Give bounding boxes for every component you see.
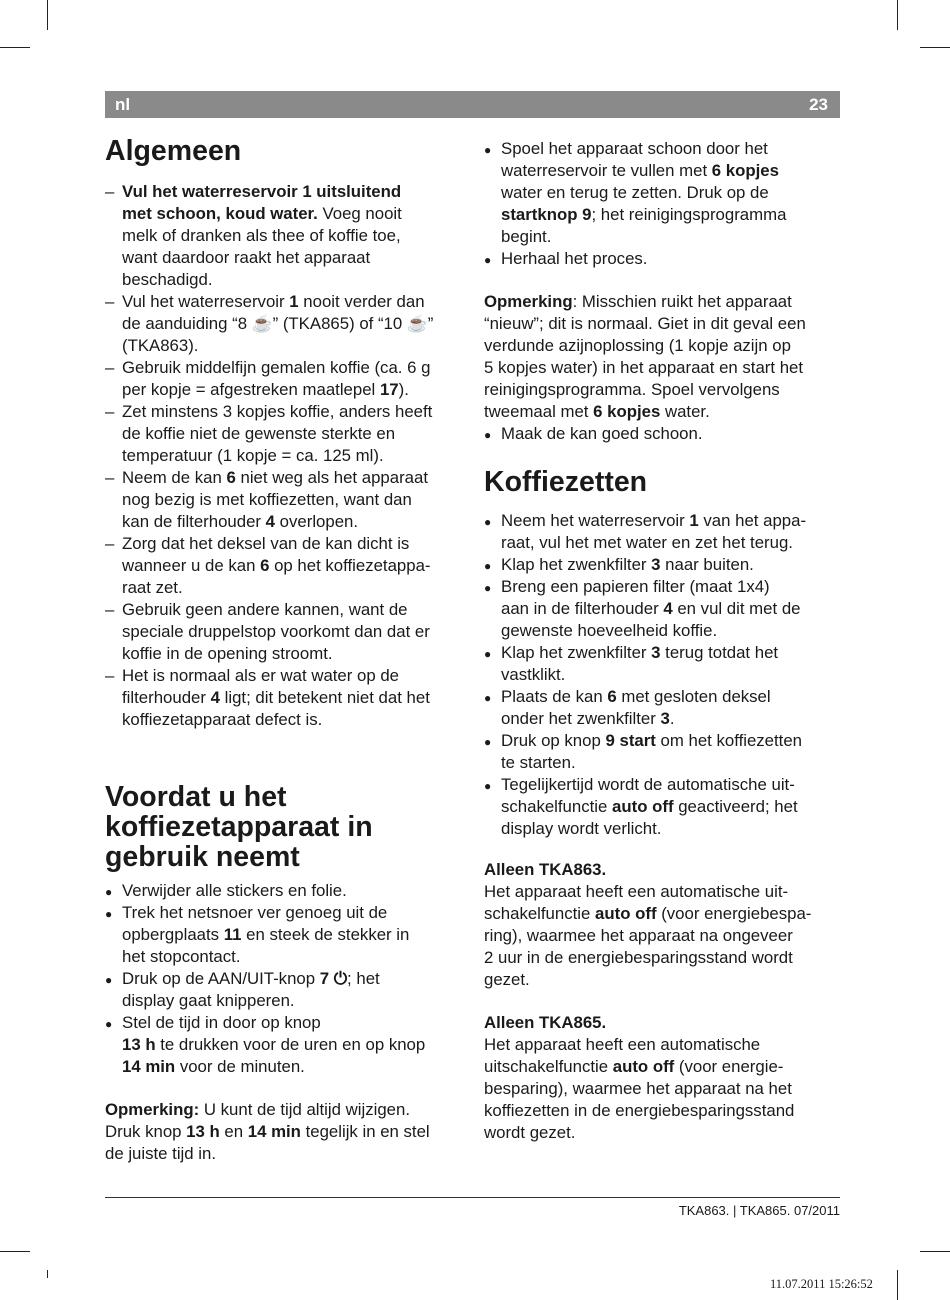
bold-text: 4 (210, 688, 220, 707)
bold-text: 1 (289, 292, 299, 311)
text: van het appa- raat, vul het met water en zet het terug. (501, 511, 807, 552)
text-block (484, 1012, 854, 1144)
text: te drukken voor de uren en op knop (160, 1035, 426, 1054)
text: Het is normaal als er wat water op de filterhouder (122, 666, 400, 707)
section-heading: Algemeen (105, 135, 242, 167)
dash-marker: – (105, 534, 115, 553)
text: : Misschien ruikt het apparaat “nieuw”; dit is normaal. Giet in dit geval een verdunde azijnoplossing (1 kopje azijn op 5 kopjes water) in het apparaat en start het reinigingsprogramma. Spoel vervolgens tweemaal met (484, 292, 806, 421)
text-block (484, 467, 854, 497)
crop-mark (897, 0, 898, 30)
bullet-list-item (484, 510, 854, 554)
paragraph (484, 859, 854, 991)
text-block (484, 138, 854, 270)
section-heading: Voordat u het koffiezetapparaat in gebruik neemt (105, 781, 373, 873)
dash-list-item (105, 181, 475, 291)
bold-text: 6 kopjes (711, 161, 779, 180)
dash-list-item (105, 467, 475, 533)
text: U kunt de tijd altijd wijzigen. Druk knop (105, 1100, 410, 1141)
bullet-marker: ● (105, 885, 113, 899)
page-number: 23 (809, 95, 828, 114)
bullet-marker: ● (484, 253, 492, 267)
text: Gebruik geen andere kannen, want de speciale druppelstop voorkomt dan dat er koffie in de opening stroomt. (122, 600, 430, 663)
bold-text: 9 start (605, 731, 656, 750)
bold-text: 7 ⏻ (319, 969, 348, 988)
bullet-list-item (484, 774, 854, 840)
text: niet weg als het apparaat nog bezig is met koffiezetten, want dan kan de filterhouder (122, 468, 429, 531)
bold-text: 3 (660, 709, 670, 728)
text: Maak de kan goed schoon. (501, 424, 703, 443)
text: geactiveerd; het display wordt verlicht. (501, 797, 798, 838)
dash-marker: – (105, 358, 115, 377)
bold-text: 4 (663, 599, 673, 618)
crop-mark (920, 47, 950, 48)
bullet-marker: ● (484, 428, 492, 442)
dash-list-item (105, 401, 475, 467)
bold-text: auto off (595, 904, 657, 923)
dash-marker: – (105, 292, 115, 311)
text: met gesloten deksel onder het zwenkfilter (501, 687, 771, 728)
bullet-marker: ● (484, 143, 492, 157)
bullet-list-item (105, 1012, 475, 1078)
text: Het apparaat heeft een automatische uit- schakelfunctie (484, 882, 789, 923)
crop-mark (47, 0, 48, 30)
bullet-marker: ● (484, 581, 492, 595)
text: Druk op de AAN/UIT-knop (122, 969, 320, 988)
dash-list-item (105, 291, 475, 357)
crop-mark (0, 1251, 30, 1252)
bold-text: auto off (612, 1057, 675, 1076)
dash-list-item (105, 665, 475, 731)
bullet-marker: ● (484, 647, 492, 661)
text: Breng een papieren filter (maat 1x4) aan in de filterhouder (501, 577, 770, 618)
bold-text: Opmerking: (105, 1100, 200, 1119)
text: naar buiten. (660, 555, 754, 574)
footer-models-date: TKA863. | TKA865. 07/2011 (678, 1203, 840, 1218)
text: Klap het zwenkfilter (501, 555, 652, 574)
bullet-list-item (484, 423, 854, 445)
text: Zet minstens 3 kopjes koffie, anders heeft de koffie niet de gewenste sterkte en temperatuur (1 kopje = ca. 125 ml). (122, 402, 433, 465)
dash-marker: – (105, 402, 115, 421)
dash-marker: – (105, 468, 115, 487)
text: ligt; dit betekent niet dat het koffiezetapparaat defect is. (122, 688, 430, 729)
bullet-list-item (484, 248, 854, 270)
dash-marker: – (105, 666, 115, 685)
text: Spoel het apparaat schoon door het waterreservoir te vullen met (501, 139, 768, 180)
bullet-marker: ● (484, 515, 492, 529)
crop-mark (920, 1251, 950, 1252)
dash-list-item (105, 533, 475, 599)
text: ; het display gaat knipperen. (122, 969, 380, 1010)
bold-text: Vul het waterreservoir 1 uitsluitend met schoon, koud water. (122, 182, 402, 223)
bold-text: 4 (265, 512, 276, 531)
bold-text: Opmerking (484, 292, 573, 311)
crop-mark (897, 1270, 898, 1300)
text: . (669, 709, 675, 728)
bold-text: 1 (689, 511, 699, 530)
dash-list-item (105, 357, 475, 401)
language-code: nl (115, 95, 131, 114)
bold-text: auto off (612, 797, 674, 816)
text-block (105, 181, 475, 731)
dash-list-item (105, 599, 475, 665)
bullet-list-item (484, 138, 854, 248)
bullet-marker: ● (105, 907, 113, 921)
text: Tegelijkertijd wordt de automatische uit- schakelfunctie (501, 775, 795, 816)
paragraph (105, 1099, 475, 1165)
bullet-list-item (484, 686, 854, 730)
text-block (105, 880, 475, 1078)
bullet-list-item (105, 968, 475, 1012)
text: Verwijder alle stickers en folie. (122, 881, 347, 900)
text-block (105, 782, 475, 872)
text: overlopen. (275, 512, 359, 531)
bullet-list-item (105, 902, 475, 968)
bold-text: 14 min (247, 1122, 301, 1141)
bold-text: 11 (223, 925, 242, 944)
text: ; het reinigingsprogramma begint. (501, 205, 787, 246)
bullet-marker: ● (484, 559, 492, 573)
bold-text: 3 (651, 555, 661, 574)
paragraph (484, 291, 854, 423)
bold-text: 6 (260, 556, 270, 575)
bold-text: 3 (651, 643, 661, 662)
text: ). (398, 380, 409, 399)
text: Voeg nooit melk of dranken als thee of koffie toe, want daardoor raakt het apparaat beschadigd. (122, 204, 402, 289)
text: Neem het waterreservoir (501, 511, 690, 530)
text: (voor energie- besparing), waarmee het apparaat na het koffiezetten in de energiebesparingsstand wordt gezet. (484, 1057, 795, 1142)
text: Neem de kan (122, 468, 227, 487)
text: en (219, 1122, 248, 1141)
text: water en terug te zetten. Druk op de (501, 183, 769, 202)
text: Stel de tijd in door op knop (122, 1013, 321, 1032)
text: Herhaal het proces. (501, 249, 648, 268)
bullet-marker: ● (105, 973, 113, 987)
bullet-marker: ● (105, 1017, 113, 1031)
text: en steek de stekker in het stopcontact. (122, 925, 410, 966)
crop-mark (47, 1270, 48, 1278)
text: Klap het zwenkfilter (501, 643, 652, 662)
section-heading: Koffiezetten (484, 466, 648, 498)
bullet-marker: ● (484, 779, 492, 793)
text: Trek het netsnoer ver genoeg uit de opbergplaats (122, 903, 388, 944)
text-block (484, 510, 854, 840)
bullet-marker: ● (484, 691, 492, 705)
page-header-bar (105, 91, 840, 118)
text: om het koffiezetten te starten. (501, 731, 803, 772)
bold-text: Alleen TKA865. (484, 1013, 607, 1032)
text: tegelijk in en stel de juiste tijd in. (105, 1122, 430, 1163)
bullet-list-item (484, 576, 854, 642)
text: Het apparaat heeft een automatische uitschakelfunctie (484, 1035, 761, 1076)
text: Druk op knop (501, 731, 606, 750)
bold-text: 6 (607, 687, 617, 706)
print-timestamp: 11.07.2011 15:26:52 (770, 1277, 873, 1291)
bold-text: Alleen TKA863. (484, 860, 607, 879)
bullet-marker: ● (484, 735, 492, 749)
text: voor de minuten. (175, 1057, 305, 1076)
bold-text: 6 (226, 468, 236, 487)
bold-text: 13 h (186, 1122, 220, 1141)
text: nooit verder dan de aanduiding “8 ☕” (TKA865) of “10 ☕” (TKA863). (122, 292, 434, 355)
bullet-list-item (105, 880, 475, 902)
bold-text: startknop 9 (501, 205, 592, 224)
bold-text: 14 min (122, 1057, 176, 1076)
text: en vul dit met de gewenste hoeveelheid koffie. (501, 599, 801, 640)
text: terug totdat het vastklikt. (501, 643, 779, 684)
dash-marker: – (105, 182, 115, 201)
text: Zorg dat het deksel van de kan dicht is wanneer u de kan (122, 534, 410, 575)
dash-marker: – (105, 600, 115, 619)
bold-text: 6 kopjes (593, 402, 661, 421)
text: Gebruik middelfijn gemalen koffie (ca. 6 g per kopje = afgestreken maatlepel (122, 358, 431, 399)
bullet-list-item (484, 554, 854, 576)
text-block (484, 859, 854, 991)
bold-text: 17 (379, 380, 399, 399)
crop-mark (0, 47, 30, 48)
text-block (105, 1099, 475, 1165)
paragraph (484, 1012, 854, 1144)
text-block (105, 136, 475, 166)
bullet-list-item (484, 642, 854, 686)
text: water. (660, 402, 710, 421)
text: op het koffiezetappa- raat zet. (122, 556, 431, 597)
bold-text: 13 h (122, 1035, 156, 1054)
text: Vul het waterreservoir (122, 292, 290, 311)
footer-divider (105, 1197, 840, 1198)
text-block (484, 291, 854, 445)
bullet-list-item (484, 730, 854, 774)
text: Plaats de kan (501, 687, 608, 706)
text: (voor energiebespa- ring), waarmee het apparaat na ongeveer 2 uur in de energiebesparingsstand wordt gezet. (484, 904, 812, 989)
